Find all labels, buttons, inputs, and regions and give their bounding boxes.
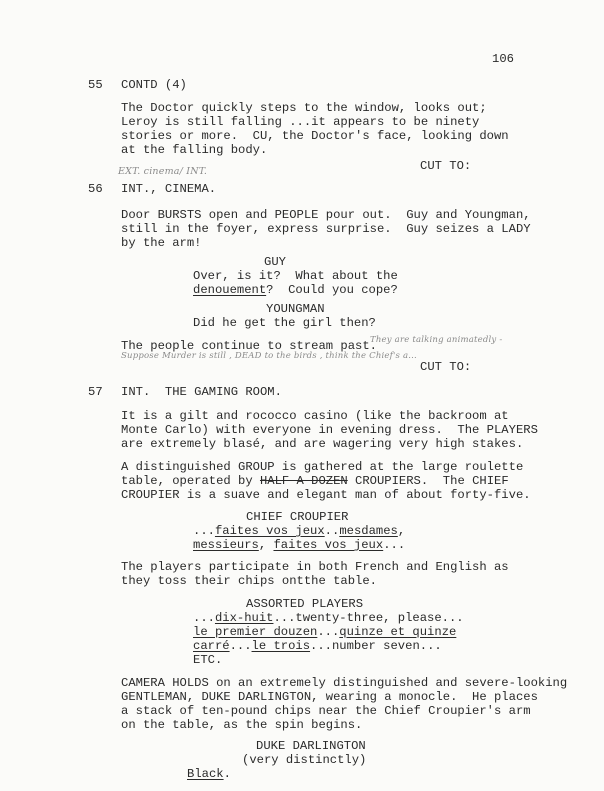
underlined-phrase: mesdames (339, 524, 398, 538)
handwritten-annotation: EXT. cinema/ INT. (118, 166, 208, 177)
dialogue-text: .. (324, 524, 340, 538)
underlined-phrase: messieurs (193, 538, 259, 552)
action-line: Door BURSTS open and PEOPLE pour out. Guy and Youngman, (121, 208, 531, 222)
scene-heading-56: INT., CINEMA. (121, 182, 217, 196)
underlined-phrase: carré (193, 639, 230, 653)
character-chief-croupier: CHIEF CROUPIER (246, 510, 349, 524)
dialogue-line (193, 538, 405, 552)
action-line: on the table, as the spin begins. (121, 718, 363, 732)
dialogue-line: Did he get the girl then? (193, 316, 376, 330)
action-line: CAMERA HOLDS on an extremely distinguished and severe-looking (121, 676, 568, 690)
action-line: at the falling body. (121, 143, 268, 157)
action-line: The Doctor quickly steps to the window, looks out; (121, 101, 487, 115)
dialogue-line: ETC. (193, 653, 223, 667)
underlined-phrase: le premier douzen (193, 625, 318, 639)
transition-cut-to: CUT TO: (420, 360, 472, 374)
dialogue-line: Over, is it? What about the (193, 269, 398, 283)
transition-cut-to: CUT TO: (420, 159, 472, 173)
underlined-phrase: quinze et quinze (339, 625, 457, 639)
action-line: they toss their chips ontthe table. (121, 574, 377, 588)
action-text: table, operated by (121, 474, 260, 488)
underlined-phrase: faites vos jeux (214, 524, 325, 538)
action-line (121, 474, 509, 488)
scene-heading-55: CONTD (4) (121, 78, 187, 92)
character-youngman: YOUNGMAN (266, 302, 325, 316)
dialogue-text: ... (193, 524, 215, 538)
action-line: by the arm! (121, 236, 202, 250)
dialogue-line (193, 611, 464, 625)
dialogue-text: , (258, 538, 274, 552)
dialogue-text: ? Could you cope? (266, 283, 398, 297)
scene-heading-57: INT. THE GAMING ROOM. (121, 385, 282, 399)
underlined-phrase: faites vos jeux (273, 538, 384, 552)
scene-number-56: 56 (88, 182, 103, 196)
dialogue-text: , (397, 524, 406, 538)
dialogue-line (187, 767, 231, 781)
action-line: CROUPIER is a suave and elegant man of about forty-five. (121, 488, 531, 502)
scene-number-57: 57 (88, 385, 103, 399)
page-number: 106 (492, 52, 514, 66)
dialogue-text: . (223, 767, 231, 781)
action-line: It is a gilt and rococco casino (like the backroom at (121, 409, 509, 423)
dialogue-line (193, 524, 405, 538)
action-line: A distinguished GROUP is gathered at the large roulette (121, 460, 524, 474)
action-line: still in the foyer, express surprise. Guy seizes a LADY (121, 222, 531, 236)
action-line: The people continue to stream past. (121, 339, 377, 353)
handwritten-note: Suppose Murder is still , DEAD to the birds , think the Chief's a... (121, 351, 417, 361)
dialogue-line (193, 283, 398, 297)
underlined-phrase: dix-huit (214, 611, 274, 625)
action-line: GENTLEMAN, DUKE DARLINGTON, wearing a monocle. He places (121, 690, 538, 704)
action-text: CROUPIERS. The CHIEF (347, 474, 509, 488)
dialogue-text: ... (383, 538, 406, 552)
character-guy: GUY (264, 255, 286, 269)
action-line: Leroy is still falling ...it appears to be ninety (121, 115, 480, 129)
action-line: a stack of ten-pound chips near the Chief Croupier's arm (121, 704, 531, 718)
dialogue-text: ... (317, 625, 340, 639)
action-line: stories or more. CU, the Doctor's face, looking down (121, 129, 509, 143)
action-line: are extremely blasé, and are wagering very high stakes. (121, 437, 524, 451)
underlined-word: Black (187, 767, 224, 781)
action-line: Monte Carlo) with everyone in evening dress. The PLAYERS (121, 423, 538, 437)
scene-number-55: 55 (88, 78, 103, 92)
struck-text: HALF A DOZEN (259, 474, 348, 488)
action-line: The players participate in both French and English as (121, 560, 509, 574)
dialogue-text: ... (193, 611, 215, 625)
handwritten-note: They are talking animatedly - (370, 335, 503, 345)
underlined-phrase: le trois (251, 639, 311, 653)
dialogue-text: ... (229, 639, 252, 653)
parenthetical: (very distinctly) (242, 753, 367, 767)
character-duke-darlington: DUKE DARLINGTON (256, 739, 366, 753)
dialogue-line (193, 639, 442, 653)
dialogue-line (193, 625, 456, 639)
dialogue-text: ...twenty-three, please... (273, 611, 464, 625)
dialogue-text: ...number seven... (310, 639, 442, 653)
underlined-word: denouement (193, 283, 267, 297)
character-assorted-players: ASSORTED PLAYERS (246, 597, 364, 611)
